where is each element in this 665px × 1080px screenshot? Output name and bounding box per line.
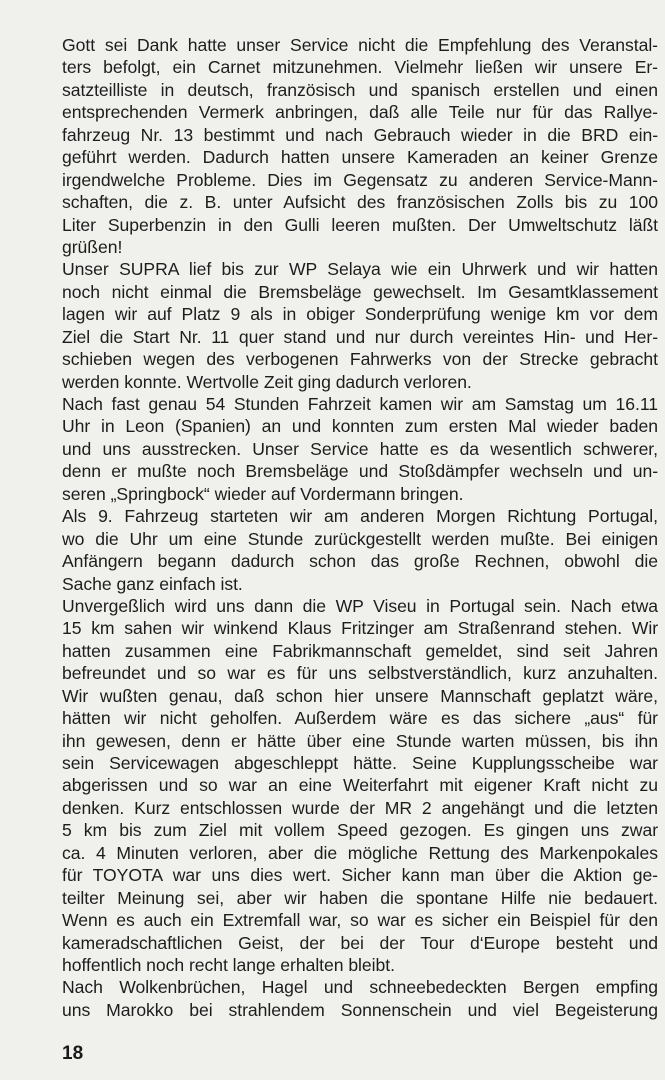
page-number: 18 [62, 1043, 84, 1064]
paragraph-customs [62, 34, 658, 258]
text-line: geführt werden. Dadurch hatten unsere Kameraden an keiner Grenze [62, 147, 658, 168]
text-line: Liter Superbenzin in den Gulli leeren mußten. Der Umweltschutz läßt [62, 214, 658, 235]
text-line: denn er mußte noch Bremsbeläge und Stoßdämpfer wechseln und un- [62, 461, 658, 482]
paragraph-leon [62, 393, 658, 505]
text-line: Wenn es auch ein Extremfall war, so war es sicher ein Beispiel für den [62, 910, 658, 931]
text-line: grüßen! [62, 236, 123, 257]
text-line: fahrzeug Nr. 13 bestimmt und nach Gebrauch wieder in die BRD ein- [62, 124, 658, 145]
text-line: hoffentlich noch recht lange erhalten bleibt. [62, 954, 395, 975]
text-line: irgendwelche Probleme. Dies im Gegensatz zu anderen Service-Mann- [62, 169, 658, 190]
text-line: Anfängern begann dadurch schon das große Rechnen, obwohl die [62, 551, 658, 572]
text-line: Gott sei Dank hatte unser Service nicht die Empfehlung des Veranstal- [62, 35, 658, 55]
text-line: Nach Wolkenbrüchen, Hagel und schneebedeckten Bergen empfing [62, 977, 658, 998]
text-line: schaften, die z. B. unter Aufsicht des französischen Zolls bis zu 100 [62, 192, 658, 213]
text-line: 5 km bis zum Ziel mit vollem Speed gezogen. Es gingen uns zwar [62, 820, 658, 841]
text-line: ters befolgt, ein Carnet mitzunehmen. Vielmehr ließen wir unsere Er- [62, 57, 658, 78]
text-line: Unser SUPRA lief bis zur WP Selaya wie ein Uhrwerk und wir hatten [62, 259, 658, 280]
text-line: Ziel die Start Nr. 11 quer stand und nur durch vereintes Hin- und Her- [62, 326, 658, 347]
text-line: 15 km sahen wir winkend Klaus Fritzinger am Straßenrand stehen. Wir [62, 618, 658, 639]
text-line: befreundet und so war es für uns selbstverständlich, kurz anzuhalten. [62, 663, 658, 684]
paragraph-supra [62, 258, 658, 393]
text-line: teilter Meinung sei, aber wir haben die spontane Hilfe nie bedauert. [62, 887, 658, 908]
text-line: abgerissen und so war an eine Weiterfahrt mit eigener Kraft nicht zu [62, 775, 658, 796]
text-line: und uns ausstrecken. Unser Service hatte es da wesentlich schwerer, [62, 438, 658, 459]
text-line: kameradschaftlichen Geist, der bei der Tour d‘Europe besteht und [62, 932, 658, 953]
text-line: Sache ganz einfach ist. [62, 573, 243, 594]
text-line: Wir wußten genau, daß schon hier unsere Mannschaft geplatzt wäre, [62, 685, 658, 706]
text-line: lagen wir auf Platz 9 als in obiger Sonderprüfung wenige km vor dem [62, 304, 658, 325]
text-line: uns Marokko bei strahlendem Sonnenschein und viel Begeisterung [62, 999, 658, 1020]
text-line: Unvergeßlich wird uns dann die WP Viseu in Portugal sein. Nach etwa [62, 595, 658, 616]
paragraph-viseu [62, 595, 658, 976]
text-line: wo die Uhr um eine Stunde zurückgestellt werden mußte. Bei einigen [62, 528, 658, 549]
text-line: denken. Kurz entschlossen wurde der MR 2 angehängt und die letzten [62, 797, 658, 818]
text-line: sein Servicewagen abgeschleppt hätte. Seine Kupplungsscheibe war [62, 753, 658, 773]
paragraph-morocco [62, 976, 658, 1021]
text-line: entsprechenden Vermerk anbringen, daß alle Teile nur für das Rallye- [62, 102, 658, 123]
paragraph-portugal [62, 505, 658, 595]
text-line: Nach fast genau 54 Stunden Fahrzeit kamen wir am Samstag um 16.11 [62, 394, 658, 414]
text-line: satzteilliste in deutsch, französisch und spanisch erstellen und einen [62, 79, 658, 100]
text-line: seren „Springbock“ wieder auf Vordermann bringen. [62, 483, 464, 504]
text-line: ca. 4 Minuten verloren, aber die mögliche Rettung des Markenpokales [62, 842, 658, 863]
text-line: Als 9. Fahrzeug starteten wir am anderen Morgen Richtung Portugal, [62, 506, 658, 527]
text-line: schieben wegen des verbogenen Fahrwerks von der Strecke gebracht [62, 349, 658, 370]
text-line: hatten zusammen eine Fabrikmannschaft gemeldet, sind seit Jahren [62, 640, 658, 661]
text-line: werden konnte. Wertvolle Zeit ging dadurch verloren. [62, 371, 472, 392]
article-text [62, 34, 658, 1021]
text-line: ihn gewesen, denn er hätte über eine Stunde warten müssen, bis ihn [62, 730, 658, 751]
text-line: Uhr in Leon (Spanien) an und konnten zum ersten Mal wieder baden [62, 416, 658, 437]
text-line: noch nicht einmal die Bremsbeläge gewechselt. Im Gesamtklassement [62, 281, 658, 302]
text-line: hätten wir nicht geholfen. Außerdem wäre es das sichere „aus“ für [62, 708, 658, 729]
text-line: für TOYOTA war uns dies wert. Sicher kann man über die Aktion ge- [62, 865, 658, 886]
